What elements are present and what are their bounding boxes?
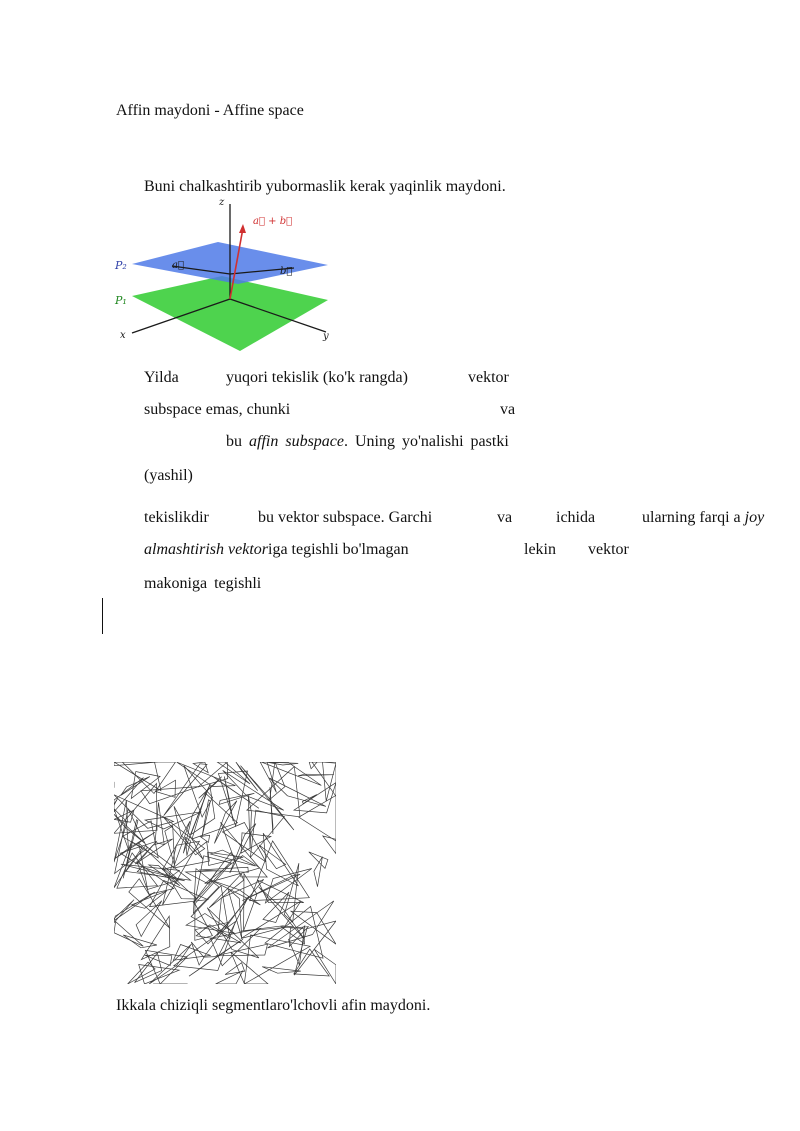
mesh-triangle [163, 816, 205, 854]
mesh-triangle [323, 762, 337, 801]
mesh-triangle [241, 901, 301, 938]
intro-sentence: Buni chalkashtirib yubormaslik kerak yaqinlik maydoni. [144, 178, 506, 195]
vec-b-label: b⃗ [280, 266, 293, 277]
para2-tekislikdir: tekislikdir [144, 509, 209, 526]
page-title: Affin maydoni - Affine space [116, 102, 304, 119]
mesh-triangle [121, 777, 150, 796]
z-axis-label: z [219, 197, 225, 208]
mesh-triangle [114, 778, 144, 812]
para1-bu: bu [226, 433, 249, 450]
mesh-triangle [259, 887, 305, 940]
y-axis-label: y [323, 331, 329, 342]
para1-yashil: (yashil) [144, 467, 193, 484]
mesh-triangle [263, 833, 298, 886]
mesh-triangle [208, 852, 244, 865]
mesh-triangle [250, 810, 284, 857]
mesh-triangle [298, 774, 334, 776]
para1-direction: . Uning yo'nalishi pastki [344, 433, 509, 450]
mesh-triangle [323, 836, 336, 854]
mesh-triangle [114, 922, 143, 947]
para1-upper-plane: yuqori tekislik (ko'k rangda) [226, 369, 408, 386]
para2-lekin: lekin [524, 541, 556, 558]
para1-affin-line [226, 432, 509, 452]
mesh-triangle [163, 841, 200, 905]
mesh-triangle [117, 853, 157, 888]
mesh-triangle [202, 800, 211, 838]
mesh-triangle [136, 901, 162, 937]
mesh-triangle [309, 852, 328, 869]
mesh-triangle [269, 778, 326, 806]
sum-label: a⃗ + b⃗ [253, 216, 293, 227]
p1-label: P₁ [115, 294, 127, 307]
mesh-triangle [314, 949, 336, 984]
mesh-triangle [191, 785, 215, 835]
mesh-triangle [123, 935, 157, 948]
p2-label: P₂ [115, 259, 127, 272]
mesh-triangle [209, 874, 243, 908]
para2-vector-subspace: bu vektor subspace. Garchi [258, 509, 433, 526]
figure-caption: Ikkala chiziqli segmentlaro'lchovli afin maydoni. [116, 997, 431, 1014]
mesh-triangle [266, 762, 298, 765]
mesh-triangle [221, 822, 268, 877]
para2-vektor: vektor [588, 541, 629, 558]
triangle-mesh-figure [114, 762, 336, 984]
para2-almashtirish-vektor: almashtirish vektor [144, 541, 268, 558]
mesh-triangle [270, 762, 285, 800]
mesh-triangle [165, 826, 175, 866]
para2-makoniga: makoniga tegishli [144, 575, 262, 592]
vector-sum-arrowhead [239, 224, 246, 233]
affine-planes-figure [112, 196, 336, 356]
mesh-triangle [141, 916, 169, 959]
vec-a-label: a⃗ [172, 260, 184, 271]
mesh-triangle [191, 886, 230, 939]
mesh-triangle [200, 835, 210, 842]
para2-va: va [497, 509, 513, 526]
para1-vektor: vektor [468, 369, 509, 386]
para2-ichida: ichida [556, 509, 596, 526]
mesh-triangle [216, 971, 243, 984]
mesh-triangle [114, 809, 129, 850]
mesh-triangle [248, 796, 251, 850]
para2-tegishli-bolmagan: iga tegishli bo'lmagan [268, 541, 409, 558]
para1-subspace-emas: subspace emas, chunki [144, 401, 291, 418]
para1-va: va [500, 401, 516, 418]
para2-joy: joy [744, 509, 765, 526]
para2-farqi-text: ularning farqi a [642, 509, 745, 526]
text-cursor [102, 598, 103, 634]
para2-farqi [642, 508, 764, 528]
mesh-triangle [114, 762, 158, 766]
mesh-triangle [222, 823, 266, 862]
triangle-mesh [114, 762, 336, 984]
para1-word-yilda: Yilda [144, 369, 179, 386]
x-axis-label: x [120, 330, 126, 341]
para1-affin-subspace: affin subspace [249, 433, 344, 450]
mesh-triangle [250, 841, 310, 901]
mesh-triangle [231, 952, 268, 984]
mesh-triangle [270, 787, 273, 834]
mesh-triangle [114, 892, 155, 921]
para2-almashtirish [144, 540, 409, 560]
